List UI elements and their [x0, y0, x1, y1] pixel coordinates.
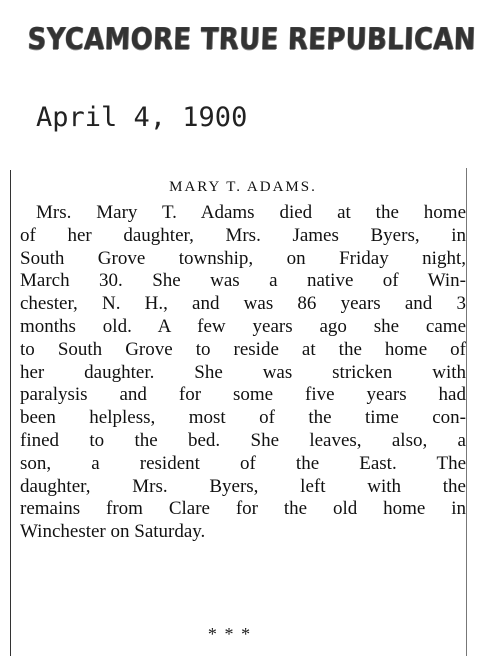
article-body [20, 202, 466, 544]
obituary-article [20, 176, 466, 544]
article-line: March 30. She was a native of Win- [20, 270, 466, 292]
article-line: her daughter. She was stricken with [20, 361, 466, 383]
article-line: Mrs. Mary T. Adams died at the home [36, 202, 466, 223]
article-date: April 4, 1900 [36, 102, 248, 133]
article-line: daughter, Mrs. Byers, left with the [20, 475, 466, 497]
clipping-left-edge [10, 170, 11, 656]
article-line: paralysis and for some five years had [20, 384, 466, 406]
article-line: fined to the bed. She leaves, also, a [20, 429, 466, 451]
newspaper-masthead: SYCAMORE TRUE REPUBLICAN [26, 22, 477, 57]
article-line: of her daughter, Mrs. James Byers, in [20, 224, 466, 246]
clipping-right-edge [466, 168, 467, 656]
article-line: South Grove township, on Friday night, [20, 247, 466, 269]
article-line: been helpless, most of the time con- [20, 407, 466, 429]
article-line: remains from Clare for the old home in [20, 498, 466, 520]
article-headline: MARY T. ADAMS. [169, 179, 317, 195]
article-line: son, a resident of the East. The [20, 452, 466, 474]
article-line: chester, N. H., and was 86 years and 3 [20, 293, 466, 315]
asterism-separator: * * * [207, 624, 253, 644]
article-line: to South Grove to reside at the home of [20, 338, 466, 360]
article-line: Winchester on Saturday. [20, 521, 206, 543]
article-line: months old. A few years ago she came [20, 315, 466, 337]
